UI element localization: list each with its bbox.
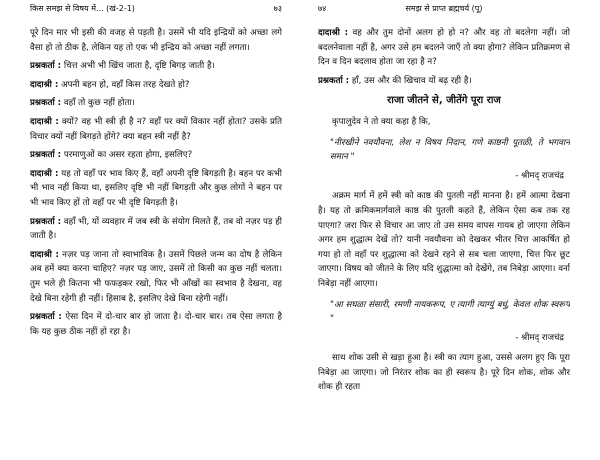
right-page-header [318,0,570,18]
left-page-body [30,26,282,339]
quote-attribution: - श्रीमद् राजचंद्र [515,332,564,343]
paragraph-text: यह तो वहाँ पर भाव किए हैं, वहाँ अपनी दृष्टि बिगड़ती है। बहन पर कभी भी भाव नहीं किया था, इसलिए दृष्टि भी नहीं बिगड़ती और कुछ लोगों ने बहन पर भी भाव किए हों तो वहाँ पर भी दृष्टि बिगड़ती है। [30,168,282,208]
left-page-header [30,0,282,18]
body-paragraph: साथ शोक उसी से खड़ा हुआ है। स्त्री का त्याग हुआ, उससे अलग हुए कि पूरा निबेड़ा आ जाएगा। जो निरंतर शोक का ही स्वरूप है। पूरे दिन शोक, शोक और शोक ही रहता [318,353,570,393]
right-page-body [318,26,570,395]
speaker: प्रश्नकर्ता : [30,98,62,109]
section-heading: राजा जीतने से, जीतेंगे पूरा राज [387,95,501,107]
dialogue-paragraph [30,26,282,55]
verse-quote: "नीरखीने नवयौवना, लेश न विषय निदान, गणे काष्ठनी पूतळी, ते भगवान समान " [330,137,570,163]
speaker: दादाश्री : [30,249,59,260]
dialogue-paragraph [30,167,282,211]
paragraph-text: पूरे दिन मार भी इसी की वजह से पड़ती है। उसमें भी यदि इन्द्रियों को अच्छा लगे वैसा हो तो ठीक है, लेकिन यह तो एक भी इन्द्रिय को अच्छा नहीं लगता। [30,28,282,53]
dialogue-paragraph [318,74,570,89]
speaker: प्रश्नकर्ता : [30,312,62,323]
dialogue-paragraph [30,96,282,111]
right-header-title: समझ से प्राप्त ब्रह्मचर्य (पू) [405,4,483,13]
speaker: दादाश्री : [318,28,349,38]
dialogue-paragraph [30,59,282,74]
right-page [318,0,570,460]
paragraph-text: वह और तुम दोनों अलग हो हो न? और वह तो बदलेगा नहीं। जो बदलनेवाला नहीं है, अगर उसे हम बदलने जाएँ तो क्या होगा? लेकिन प्रतिक्रमण से दिन व दिन बदलाव होता जा रहा है न? [318,28,570,68]
speaker: दादाश्री : [30,116,59,127]
dialogue-paragraph [30,78,282,93]
dialogue-paragraph [318,26,570,70]
left-page-number: ७३ [273,4,282,13]
speaker: प्रश्नकर्ता : [318,75,350,86]
paragraph-text: हाँ, उस और की खिचाव यों बढ़ रही है। [351,75,472,86]
paragraph-text: वहाँ तो कुछ नहीं होता। [63,98,135,109]
paragraph-text: अपनी बहन हो, वहाँ किस तरह देखते हो? [61,79,190,90]
paragraph-text: चित्त अभी भी खिंच जाता है, दृष्टि बिगड़ जाती है। [63,61,215,72]
speaker: प्रश्नकर्ता : [30,216,62,227]
paragraph-text: नज़र पड़ जाना तो स्वाभाविक है। उसमें पिछले जन्म का दोष है लेकिन अब हमें क्या करना चाहिए? नज़र पड़ जाए, उसमें तो किसी का कुछ नहीं चलता। तुम भले ही कितना भी फफड़कर रखो, फिर भी आँखों का स्वभाव है देखना, वह देखे बिना रहेगी ही नहीं। हिसाब है, इसलिए देखे बिना रहेगी नहीं। [30,249,282,304]
verse-quote: "आ सघळा संसारी, रमणी नायकरूप, ए त्यागी त्याग्युं बधुं, केवल शोक स्वरूप " [330,299,570,325]
dialogue-paragraph [30,248,282,306]
left-header-title: किस समझ से विषय में... (खं-2-1) [30,4,135,13]
dialogue-paragraph [30,115,282,144]
dialogue-paragraph [30,148,282,163]
speaker: दादाश्री : [30,168,59,179]
paragraph-text: परमाणुओं का असर रहता होगा, इसलिए? [63,150,193,161]
right-page-number: ७४ [318,4,327,13]
dialogue-paragraph [30,310,282,339]
intro-line: कृपालुदेव ने तो क्या कहा है कि, [332,116,431,127]
speaker: प्रश्नकर्ता : [30,150,62,161]
paragraph-text: क्यों? वह भी स्त्री ही है न? वहाँ पर क्यों विकार नहीं होता? उसके प्रति विचार क्यों नहीं बिगड़ते होंगे? क्या बहन स्त्री नहीं है? [30,116,282,142]
quote-attribution: - श्रीमद् राजचंद्र [515,170,564,181]
paragraph-text: ऐसा दिन में दो-चार बार हो जाता है। दो-चार बार। तब ऐसा लगता है कि यह कुछ ठीक नहीं हो रहा है। [30,312,282,337]
dialogue-paragraph [30,215,282,244]
left-page [30,0,282,460]
body-paragraph: अक्रम मार्ग में हमें स्त्री को काष्ठ की पुतली नहीं मानना है। हमें आत्मा देखना है। यह तो क्रमिकमार्गवाले काष्ठ की पुतली कहते हैं, लेकिन ऐसा कब तक रह पाएगा? जरा फिर से विचार आ जाए तो उस समय वापस गायब हो जाएगा लेकिन अगर हम शुद्धात्म देखें तो? यानी नवयौवना को देखकर भीतर चित्त आकर्षित हो गया हो तो वहाँ पर शुद्धात्मा को देखने रहने से सब चला जाएगा, चित्त फिर छूट जाएगा। विषय को जीतने के लिए यदि शुद्धात्मा को देखेंगे, तब निबेड़ा आएगा। वर्ना निबेड़ा नहीं आएगा। [318,191,570,289]
speaker: दादाश्री : [30,79,59,90]
speaker: प्रश्नकर्ता : [30,61,62,72]
paragraph-text: वहाँ भी, यों व्यवहार में जब स्त्री के संयोग मिलते हैं, तब वो नज़र पड़ ही जाती है। [30,216,282,242]
